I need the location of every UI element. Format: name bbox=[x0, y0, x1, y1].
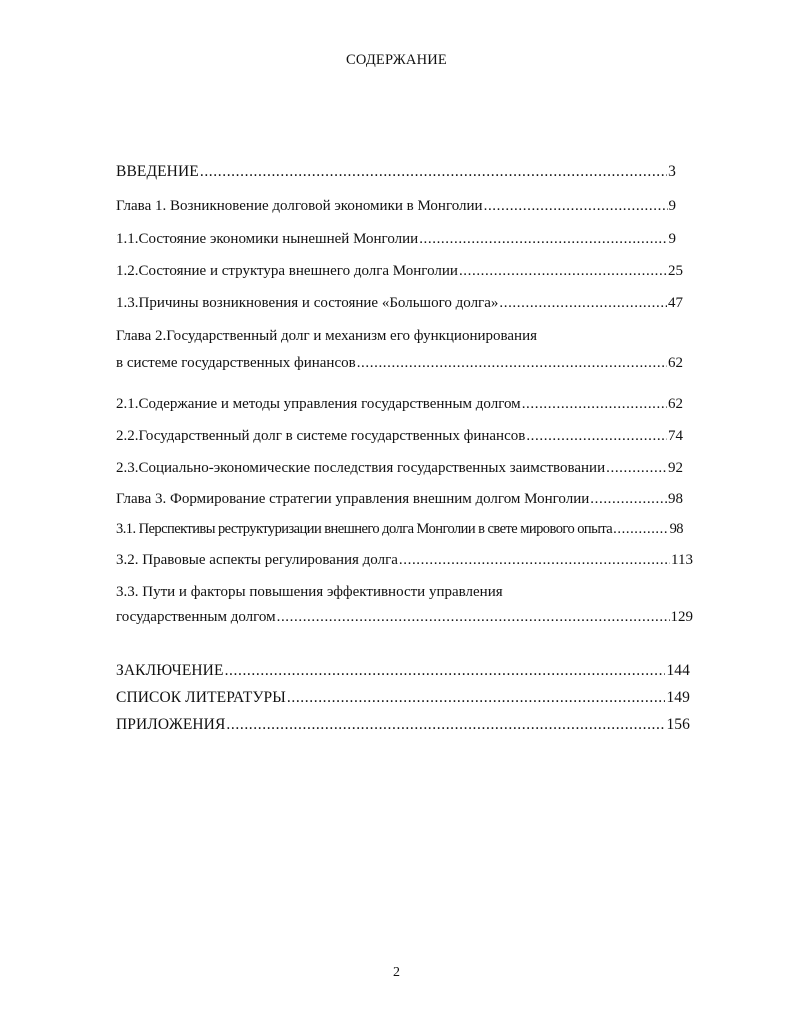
toc-entry-label: ЗАКЛЮЧЕНИЕ bbox=[116, 662, 224, 679]
toc-entry-page: 62 bbox=[668, 355, 683, 371]
toc-entry-chapter-2[interactable] bbox=[116, 353, 683, 373]
toc-leader-dots bbox=[526, 426, 667, 446]
toc-entry-page: 62 bbox=[668, 396, 683, 412]
toc-leader-dots bbox=[419, 229, 667, 249]
toc-leader-dots bbox=[613, 519, 668, 539]
toc-entry-label: ПРИЛОЖЕНИЯ bbox=[116, 716, 226, 733]
toc-leader-dots bbox=[287, 688, 666, 708]
toc-entry-label: 1.2.Состояние и структура внешнего долга Монголии bbox=[116, 263, 458, 279]
toc-entry-introduction[interactable] bbox=[116, 162, 676, 182]
toc-leader-dots bbox=[606, 458, 667, 478]
toc-entry-section-1-1[interactable] bbox=[116, 229, 676, 249]
toc-entry-page: 9 bbox=[668, 231, 676, 247]
toc-entry-label: 2.3.Социально-экономические последствия государственных заимствовании bbox=[116, 460, 606, 476]
toc-leader-dots bbox=[225, 661, 666, 681]
toc-entry-page: 9 bbox=[668, 198, 676, 214]
toc-leader-dots bbox=[399, 550, 670, 570]
toc-entry-page: 92 bbox=[668, 460, 683, 476]
toc-entry-label: 3.1. Перспективы реструктуризации внешнего долга Монголии в свете мирового опыта bbox=[116, 521, 613, 537]
toc-entry-conclusion[interactable] bbox=[116, 661, 690, 681]
toc-entry-page: 156 bbox=[666, 716, 690, 733]
toc-entry-page: 47 bbox=[668, 295, 683, 311]
toc-entry-page: 149 bbox=[666, 689, 690, 706]
toc-leader-dots bbox=[357, 353, 667, 373]
toc-entry-label: 2.1.Содержание и методы управления государственным долгом bbox=[116, 396, 521, 412]
toc-entry-chapter-1[interactable] bbox=[116, 196, 676, 216]
toc-leader-dots bbox=[484, 196, 668, 216]
toc-entry-page: 144 bbox=[666, 662, 690, 679]
toc-entry-label: ВВЕДЕНИЕ bbox=[116, 163, 199, 180]
toc-entry-chapter-2-first-line[interactable]: Глава 2.Государственный долг и механизм его функционирования bbox=[116, 328, 538, 344]
toc-leader-dots bbox=[499, 293, 667, 313]
toc-entry-section-2-3[interactable] bbox=[116, 458, 683, 478]
toc-entry-label: СПИСОК ЛИТЕРАТУРЫ bbox=[116, 689, 286, 706]
toc-leader-dots bbox=[226, 715, 665, 735]
toc-entry-page: 74 bbox=[668, 428, 683, 444]
toc-entry-page: 129 bbox=[670, 609, 693, 625]
toc-entry-label: 1.1.Состояние экономики нынешней Монголии bbox=[116, 231, 419, 247]
toc-entry-label: 2.2.Государственный долг в системе государственных финансов bbox=[116, 428, 526, 444]
toc-entry-section-2-1[interactable] bbox=[116, 394, 683, 414]
toc-entry-label: 1.3.Причины возникновения и состояние «Большого долга» bbox=[116, 295, 499, 311]
toc-entry-label: 3.2. Правовые аспекты регулирования долга bbox=[116, 552, 398, 568]
toc-entry-label: Глава 1. Возникновение долговой экономики в Монголии bbox=[116, 198, 483, 214]
toc-leader-dots bbox=[459, 261, 667, 281]
toc-leader-dots bbox=[590, 489, 667, 509]
toc-entry-section-1-3[interactable] bbox=[116, 293, 683, 313]
toc-entry-page: 3 bbox=[668, 163, 676, 180]
toc-entry-page: 98 bbox=[669, 521, 683, 537]
toc-entry-section-1-2[interactable] bbox=[116, 261, 683, 281]
toc-entry-page: 25 bbox=[668, 263, 683, 279]
toc-leader-dots bbox=[200, 162, 667, 182]
toc-entry-label: Глава 3. Формирование стратегии управления внешним долгом Монголии bbox=[116, 491, 590, 507]
toc-entry-appendices[interactable] bbox=[116, 715, 690, 735]
toc-leader-dots bbox=[277, 607, 670, 627]
page-number: 2 bbox=[393, 965, 400, 980]
toc-entry-section-3-3[interactable] bbox=[116, 607, 693, 627]
toc-entry-label: государственным долгом bbox=[116, 609, 276, 625]
toc-entry-section-3-2[interactable] bbox=[116, 550, 693, 570]
toc-entry-references[interactable] bbox=[116, 688, 690, 708]
toc-entry-page: 98 bbox=[668, 491, 683, 507]
toc-entry-page: 113 bbox=[671, 552, 693, 568]
toc-entry-section-2-2[interactable] bbox=[116, 426, 683, 446]
toc-entry-section-3-3-first-line[interactable]: 3.3. Пути и факторы повышения эффективности управления bbox=[116, 584, 503, 600]
toc-leader-dots bbox=[522, 394, 667, 414]
toc-entry-section-3-1[interactable] bbox=[116, 519, 683, 539]
page-title: СОДЕРЖАНИЕ bbox=[346, 52, 447, 68]
toc-entry-chapter-3[interactable] bbox=[116, 489, 683, 509]
toc-entry-label: в системе государственных финансов bbox=[116, 355, 356, 371]
